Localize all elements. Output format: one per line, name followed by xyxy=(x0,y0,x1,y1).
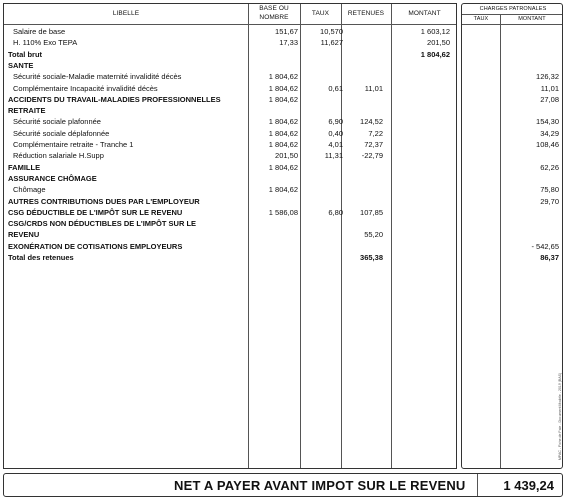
table-row xyxy=(4,139,456,150)
charges-row xyxy=(462,139,565,150)
charges-row xyxy=(462,105,565,116)
row-montant: 1 804,62 xyxy=(420,49,450,59)
charges-row xyxy=(462,150,565,161)
row-label: AUTRES CONTRIBUTIONS DUES PAR L'EMPLOYEUR xyxy=(8,196,200,206)
charges-row-montant: 27,08 xyxy=(540,94,559,104)
charges-row xyxy=(462,241,565,252)
row-retenues: 107,85 xyxy=(360,207,383,217)
table-row xyxy=(4,196,456,207)
table-row xyxy=(4,60,456,71)
table-row xyxy=(4,150,456,161)
row-base: 201,50 xyxy=(275,151,298,161)
row-base: 1 804,62 xyxy=(268,140,298,149)
row-label: Chômage xyxy=(13,185,46,195)
row-taux: 0,40 xyxy=(328,128,343,138)
charges-subheader-divider xyxy=(462,24,562,25)
row-label: Sécurité sociale déplafonnée xyxy=(13,128,110,138)
row-label: CSG DÉDUCTIBLE DE L'IMPÔT SUR LE REVENU xyxy=(8,207,183,217)
row-retenues: 365,38 xyxy=(360,253,383,262)
row-label: Total brut xyxy=(8,49,43,59)
row-montant: 201,50 xyxy=(427,38,450,48)
row-label: Complémentaire Incapacité invalidité décès xyxy=(13,83,158,93)
employer-charges-table xyxy=(461,3,563,469)
row-label: EXONÉRATION DE COTISATIONS EMPLOYEURS xyxy=(8,241,183,251)
charges-row-montant: 75,80 xyxy=(540,185,559,195)
charges-row xyxy=(462,49,565,60)
header-charges-taux: TAUX xyxy=(473,16,489,22)
row-label: H. 110% Exo TEPA xyxy=(13,38,78,48)
header-charges-montant: MONTANT xyxy=(518,16,546,22)
net-payable-box xyxy=(3,473,563,497)
table-row xyxy=(4,116,456,127)
row-retenues: 124,52 xyxy=(360,117,383,127)
row-label: Complémentaire retraite - Tranche 1 xyxy=(13,140,134,149)
charges-row-montant: 108,46 xyxy=(536,140,559,149)
table-row xyxy=(4,94,456,105)
row-montant: 1 603,12 xyxy=(420,27,450,36)
table-row xyxy=(4,49,456,60)
row-taux: 4,01 xyxy=(328,140,343,149)
table-row xyxy=(4,207,456,218)
row-retenues: 11,01 xyxy=(364,83,383,93)
row-base: 1 804,62 xyxy=(268,117,298,127)
header-taux: TAUX xyxy=(311,10,330,17)
table-row xyxy=(4,241,456,252)
table-row xyxy=(4,37,456,48)
charges-row xyxy=(462,173,565,184)
header-base-line2: NOMBRE xyxy=(259,14,289,21)
row-label: ASSURANCE CHÔMAGE xyxy=(8,173,97,183)
row-taux: 10,570 xyxy=(320,27,343,36)
table-row xyxy=(4,218,456,229)
row-label: Sécurité sociale-Maladie maternité invalidité décès xyxy=(13,72,182,82)
table-row xyxy=(4,26,456,37)
row-label: ACCIDENTS DU TRAVAIL-MALADIES PROFESSIONNELLES xyxy=(8,94,221,104)
charges-row-montant: 11,01 xyxy=(540,83,559,93)
charges-row xyxy=(462,94,565,105)
header-charges-patronales: CHARGES PATRONALES xyxy=(479,6,547,12)
row-label: Salaire de base xyxy=(13,27,66,36)
table-row xyxy=(4,128,456,139)
table-row xyxy=(4,229,456,240)
charges-row xyxy=(462,26,565,37)
table-row xyxy=(4,162,456,173)
row-base: 1 804,62 xyxy=(268,83,298,93)
row-label: Sécurité sociale plafonnée xyxy=(13,117,101,127)
table-row xyxy=(4,105,456,116)
charges-row xyxy=(462,128,565,139)
row-label: Réduction salariale H.Supp xyxy=(13,151,104,161)
row-base: 1 804,62 xyxy=(268,94,298,104)
row-label: CSG/CRDS NON DÉDUCTIBLES DE L'IMPÔT SUR LE xyxy=(8,219,197,229)
net-payable-label: NET A PAYER AVANT IMPOT SUR LE REVENU xyxy=(174,478,466,493)
table-row xyxy=(4,173,456,184)
payslip-main-table xyxy=(3,3,457,469)
row-retenues: 72,37 xyxy=(364,140,383,149)
charges-row xyxy=(462,252,565,263)
charges-row xyxy=(462,60,565,71)
net-payable-value: 1 439,24 xyxy=(503,478,554,493)
table-row xyxy=(4,83,456,94)
header-divider xyxy=(4,24,456,25)
row-base: 1 804,62 xyxy=(268,162,298,172)
charges-row-montant: 62,26 xyxy=(540,162,559,172)
charges-row xyxy=(462,37,565,48)
row-base: 1 586,08 xyxy=(268,207,298,217)
header-retenues: RETENUES xyxy=(347,10,385,17)
net-divider xyxy=(477,474,478,496)
table-row xyxy=(4,252,456,263)
charges-row xyxy=(462,207,565,218)
charges-row-montant: 34,29 xyxy=(540,128,559,138)
row-taux: 6,90 xyxy=(328,117,343,127)
row-taux: 11,627 xyxy=(320,38,343,48)
charges-row xyxy=(462,218,565,229)
header-libelle: LIBELLE xyxy=(112,10,140,17)
row-base: 17,33 xyxy=(279,38,298,48)
row-taux: 0,61 xyxy=(328,83,343,93)
charges-row-montant: - 542,65 xyxy=(531,241,559,251)
row-taux: 6,80 xyxy=(328,207,343,217)
charges-row xyxy=(462,196,565,207)
table-row xyxy=(4,71,456,82)
charges-row xyxy=(462,83,565,94)
row-label: FAMILLE xyxy=(8,162,41,172)
header-base-line1: BASE OU xyxy=(259,5,289,12)
row-taux: 11,31 xyxy=(324,151,343,161)
charges-row xyxy=(462,71,565,82)
charges-row xyxy=(462,184,565,195)
charges-row-montant: 86,37 xyxy=(540,253,559,262)
row-retenues: 55,20 xyxy=(364,230,383,240)
row-base: 1 804,62 xyxy=(268,128,298,138)
row-label: RETRAITE xyxy=(8,106,46,116)
row-base: 151,67 xyxy=(275,27,298,36)
row-label: REVENU xyxy=(8,230,40,240)
table-row xyxy=(4,184,456,195)
header-montant: MONTANT xyxy=(408,10,441,17)
side-note: MPAC - Fiche de Paie - Document Modèle - 2019 (BAS) xyxy=(558,372,562,460)
row-label: Total des retenues xyxy=(8,253,74,262)
charges-row-montant: 126,32 xyxy=(536,72,559,82)
row-retenues: -22,79 xyxy=(361,151,383,161)
row-label: SANTE xyxy=(8,60,34,70)
row-retenues: 7,22 xyxy=(368,128,383,138)
charges-row xyxy=(462,116,565,127)
charges-row xyxy=(462,229,565,240)
charges-row-montant: 29,70 xyxy=(540,196,559,206)
charges-row-montant: 154,30 xyxy=(536,117,559,127)
charges-row xyxy=(462,162,565,173)
row-base: 1 804,62 xyxy=(268,72,298,82)
row-base: 1 804,62 xyxy=(268,185,298,195)
